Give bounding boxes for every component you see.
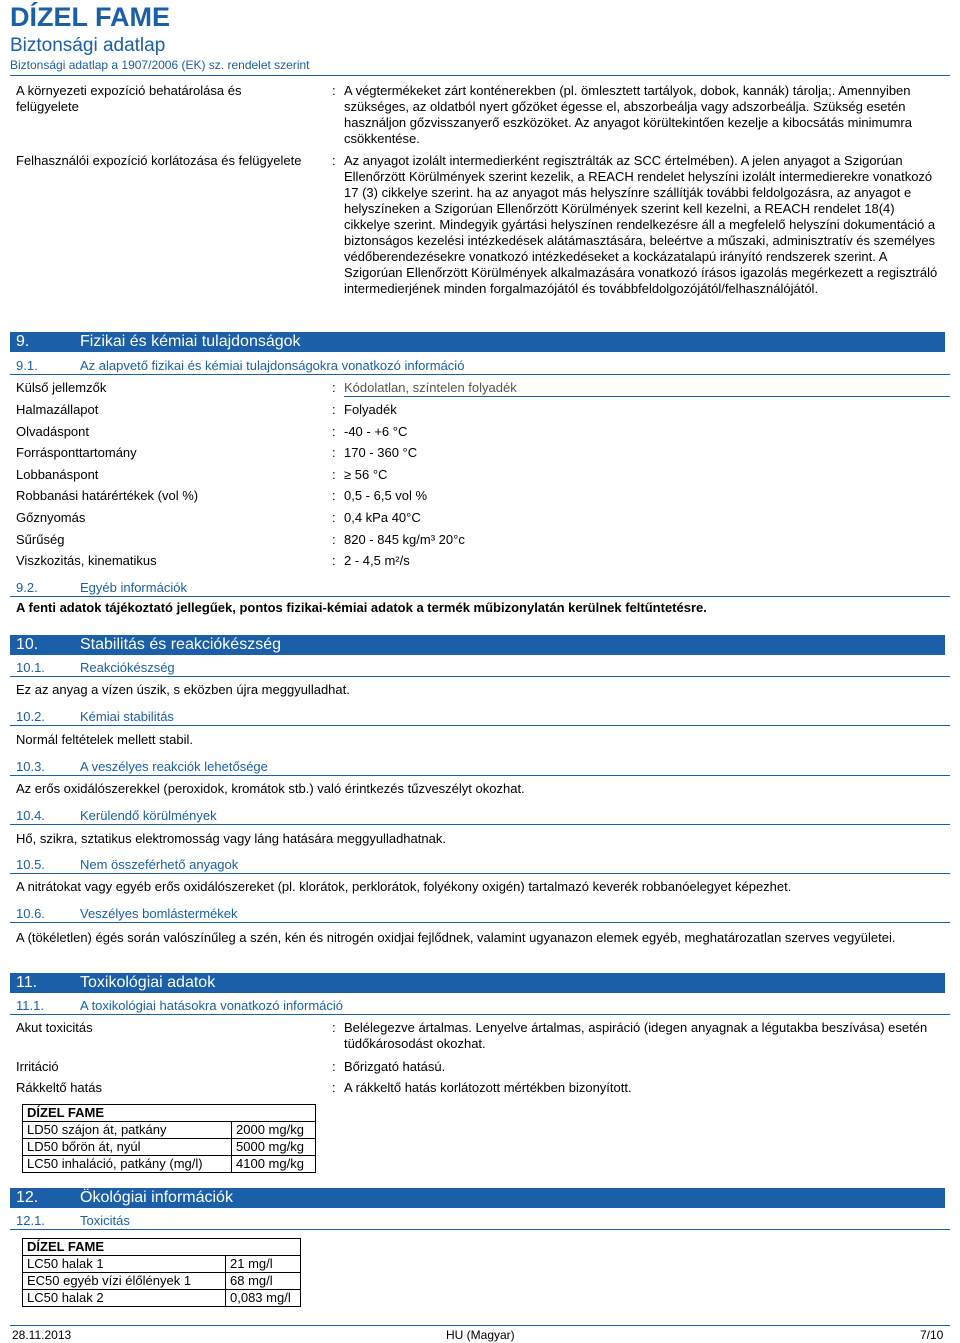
subsection-12-1-header <box>10 1213 950 1230</box>
property-value: ≥ 56 °C <box>344 467 388 482</box>
tox-value: A rákkeltő hatás korlátozott mértékben bizonyított. <box>344 1080 632 1095</box>
table-header: DÍZEL FAME <box>23 1105 316 1122</box>
subsection-9-2-header <box>10 580 950 597</box>
table-row <box>23 1139 316 1156</box>
subsection-text: Ez az anyag a vízen úszik, s eközben újra meggyulladhat. <box>16 682 350 697</box>
section-9-header <box>10 332 945 352</box>
footer-page-number: 7/10 <box>920 1328 944 1342</box>
tox-value: Bőrizgató hatású. <box>344 1059 446 1074</box>
colon: : <box>332 553 336 568</box>
table-cell: 4100 mg/kg <box>232 1156 316 1173</box>
subsection-10-4-header <box>10 808 950 825</box>
table-cell: 68 mg/l <box>226 1273 301 1290</box>
section-title: Stabilitás és reakciókészség <box>80 636 281 653</box>
property-label: Halmazállapot <box>16 402 99 417</box>
colon: : <box>332 380 336 395</box>
section-number: 12. <box>16 1189 39 1206</box>
colon: : <box>332 424 336 439</box>
subsection-number: 9.1. <box>16 358 38 373</box>
property-value: 170 - 360 °C <box>344 445 418 460</box>
subsection-number: 10.6. <box>16 906 45 921</box>
footer-divider <box>10 1325 950 1326</box>
colon: : <box>332 488 336 503</box>
subsection-number: 10.2. <box>16 709 45 724</box>
subsection-9-1-header <box>10 358 950 375</box>
ecotoxicity-table <box>22 1238 301 1307</box>
section-number: 9. <box>16 333 30 350</box>
subsection-title: Nem összeférhető anyagok <box>80 857 239 872</box>
table-cell: LC50 halak 1 <box>23 1256 226 1273</box>
table-row <box>23 1290 301 1307</box>
section-11-header <box>10 973 945 993</box>
subsection-title: Kerülendő körülmények <box>80 808 217 823</box>
table-row <box>23 1122 316 1139</box>
property-label: Lobbanáspont <box>16 467 99 482</box>
table-cell: LC50 inhaláció, patkány (mg/l) <box>23 1156 232 1173</box>
subsection-text: Normál feltételek mellett stabil. <box>16 732 194 747</box>
tox-label: Akut toxicitás <box>16 1020 93 1035</box>
document-subtitle: Biztonsági adatlap <box>10 35 166 56</box>
property-label: Viszkozitás, kinematikus <box>16 553 157 568</box>
property-value: 0,4 kPa 40°C <box>344 510 421 525</box>
property-label: Külső jellemzők <box>16 380 107 395</box>
subsection-10-6-header <box>10 906 950 923</box>
property-label: Forrásponttartomány <box>16 445 137 460</box>
subsection-number: 11.1. <box>16 998 44 1013</box>
colon: : <box>332 1020 336 1035</box>
subsection-number: 9.2. <box>16 580 38 595</box>
section-title: Ökológiai információk <box>80 1189 233 1206</box>
tox-label: Irritáció <box>16 1059 59 1074</box>
subsection-10-2-header <box>10 709 950 726</box>
subsection-11-1-header <box>10 998 950 1015</box>
table-cell: LD50 bőrön át, nyúl <box>23 1139 232 1156</box>
colon: : <box>332 510 336 525</box>
colon: : <box>332 83 336 98</box>
subsection-title: Egyéb információk <box>80 580 187 595</box>
section-title: Fizikai és kémiai tulajdonságok <box>80 333 301 350</box>
footer-date: 28.11.2013 <box>12 1328 72 1342</box>
subsection-10-3-header <box>10 759 950 776</box>
subsection-title: Az alapvető fizikai és kémiai tulajdonságokra vonatkozó információ <box>80 358 465 373</box>
subsection-text: Az erős oxidálószerekkel (peroxidok, kromátok stb.) való érintkezés tűzveszélyt okozhat. <box>16 781 525 796</box>
colon: : <box>332 153 336 168</box>
table-cell: 5000 mg/kg <box>232 1139 316 1156</box>
property-label: Sűrűség <box>16 532 65 547</box>
subsection-text: Hő, szikra, sztatikus elektromosság vagy láng hatására meggyulladhatnak. <box>16 831 446 846</box>
subsection-title: A veszélyes reakciók lehetősége <box>80 759 268 774</box>
colon: : <box>332 1059 336 1074</box>
colon: : <box>332 467 336 482</box>
env-exposure-label: A környezeti expozíció behatárolása és felügyelete <box>16 83 242 114</box>
footer-language: HU (Magyar) <box>446 1328 515 1342</box>
subsection-10-5-header <box>10 857 950 874</box>
property-value: 2 - 4,5 m²/s <box>344 553 410 568</box>
subsection-10-1-header <box>10 660 950 677</box>
table-header: DÍZEL FAME <box>23 1239 301 1256</box>
table-header-row <box>23 1105 316 1122</box>
subsection-text: A (tökéletlen) égés során valószínűleg a szén, kén és nitrogén oxidjai fejlődnek, valamint ugyanazon elemek egyéb, meghatározatlan szerves vegyületei. <box>16 930 896 945</box>
subsection-title: Kémiai stabilitás <box>80 709 174 724</box>
property-value: Kódolatlan, színtelen folyadék <box>344 380 950 397</box>
subsection-title: Reakciókészség <box>80 660 175 675</box>
property-value: 820 - 845 kg/m³ 20°c <box>344 532 465 547</box>
section-10-header <box>10 635 945 655</box>
subsection-title: Toxicitás <box>80 1213 130 1228</box>
tox-label: Rákkeltő hatás <box>16 1080 102 1095</box>
table-cell: 21 mg/l <box>226 1256 301 1273</box>
user-exposure-value: Az anyagot izolált intermedierként regisztrálták az SCC értelmében). A jelen anyagot a Szigorúan Ellenőrzött Körülmények szerint kezelik, a REACH rendelet helyszíni izolált intermedierekre vonatkozó 17 (3) cikkelye szerint. ha az anyagot más helyszínre szállítják további feldolgozásra, az anyagot e helyszíneken a Szigorúan Ellenőrzött Körülmények szerint kell kezelni, a REACH rendelet 18(4) cikkelye szerint. Mindegyik gyártási helyszínen rendelkezésre áll a megfelelő helyszíni dokumentáció a biztonságos kezelési intézkedések alátámasztására, beleértve a műszaki, adminisztratív és személyes védőberendezésekre vonatkozó intézkedéseket a kockázatalapú irányító rendszerek szerint. A Szigorúan Ellenőrzött Körülmények alkalmazására vonatkozó írásos igazolás megérkezett a regisztráló intermedierjének minden forgalmazójától és továbbfeldolgozójától/felhasználójától. <box>344 153 938 296</box>
property-value: -40 - +6 °C <box>344 424 408 439</box>
section-12-header <box>10 1188 945 1208</box>
colon: : <box>332 402 336 417</box>
table-cell: 2000 mg/kg <box>232 1122 316 1139</box>
table-row <box>23 1156 316 1173</box>
colon: : <box>332 532 336 547</box>
user-exposure-label: Felhasználói expozíció korlátozása és felügyelete <box>16 153 302 168</box>
table-cell: EC50 egyéb vízi élőlények 1 <box>23 1273 226 1290</box>
subsection-title: A toxikológiai hatásokra vonatkozó információ <box>80 998 344 1013</box>
property-label: Olvadáspont <box>16 424 89 439</box>
table-row <box>23 1256 301 1273</box>
document-title: DÍZEL FAME <box>10 2 171 32</box>
toxicology-table <box>22 1104 316 1173</box>
subsection-number: 10.4. <box>16 808 45 823</box>
header-divider <box>10 75 950 76</box>
property-value: Folyadék <box>344 402 397 417</box>
subsection-number: 12.1. <box>16 1213 45 1228</box>
subsection-number: 10.3. <box>16 759 45 774</box>
regulation-line: Biztonsági adatlap a 1907/2006 (EK) sz. rendelet szerint <box>10 58 310 72</box>
subsection-title: Veszélyes bomlástermékek <box>80 906 238 921</box>
subsection-number: 10.5. <box>16 857 45 872</box>
property-label: Gőznyomás <box>16 510 86 525</box>
colon: : <box>332 1080 336 1095</box>
section-number: 10. <box>16 636 39 653</box>
table-cell: LD50 szájon át, patkány <box>23 1122 232 1139</box>
subsection-number: 10.1. <box>16 660 45 675</box>
table-row <box>23 1273 301 1290</box>
other-info-text: A fenti adatok tájékoztató jellegűek, pontos fizikai-kémiai adatok a termék műbizonylatán kerülnek feltűntetésre. <box>16 600 707 615</box>
property-label: Robbanási határértékek (vol %) <box>16 488 199 503</box>
tox-value: Belélegezve ártalmas. Lenyelve ártalmas, aspiráció (idegen anyagnak a légutakba beszívása) esetén tüdőkárosodást okozhat. <box>344 1020 928 1051</box>
subsection-text: A nitrátokat vagy egyéb erős oxidálószereket (pl. klorátok, perklorátok, folyékony oxigén) tartalmazó keverék robbanóelegyet képezhet. <box>16 879 792 894</box>
table-cell: 0,083 mg/l <box>226 1290 301 1307</box>
table-cell: LC50 halak 2 <box>23 1290 226 1307</box>
section-number: 11. <box>16 974 38 991</box>
colon: : <box>332 445 336 460</box>
table-header-row <box>23 1239 301 1256</box>
section-title: Toxikológiai adatok <box>80 974 216 991</box>
env-exposure-value: A végtermékeket zárt konténerekben (pl. ömlesztett tartályok, dobok, kannák) tárolja;. Amennyiben szükséges, az oldatból nyert gőzöket égesse el, abszorbeálja vagy adszorbeálja. Szükség esetén használjon gőzvisszanyerő eszközöket. Az anyagot körültekintően kezelje a kibocsátás minimumra csökkentése. <box>344 83 912 146</box>
property-value: 0,5 - 6,5 vol % <box>344 488 428 503</box>
